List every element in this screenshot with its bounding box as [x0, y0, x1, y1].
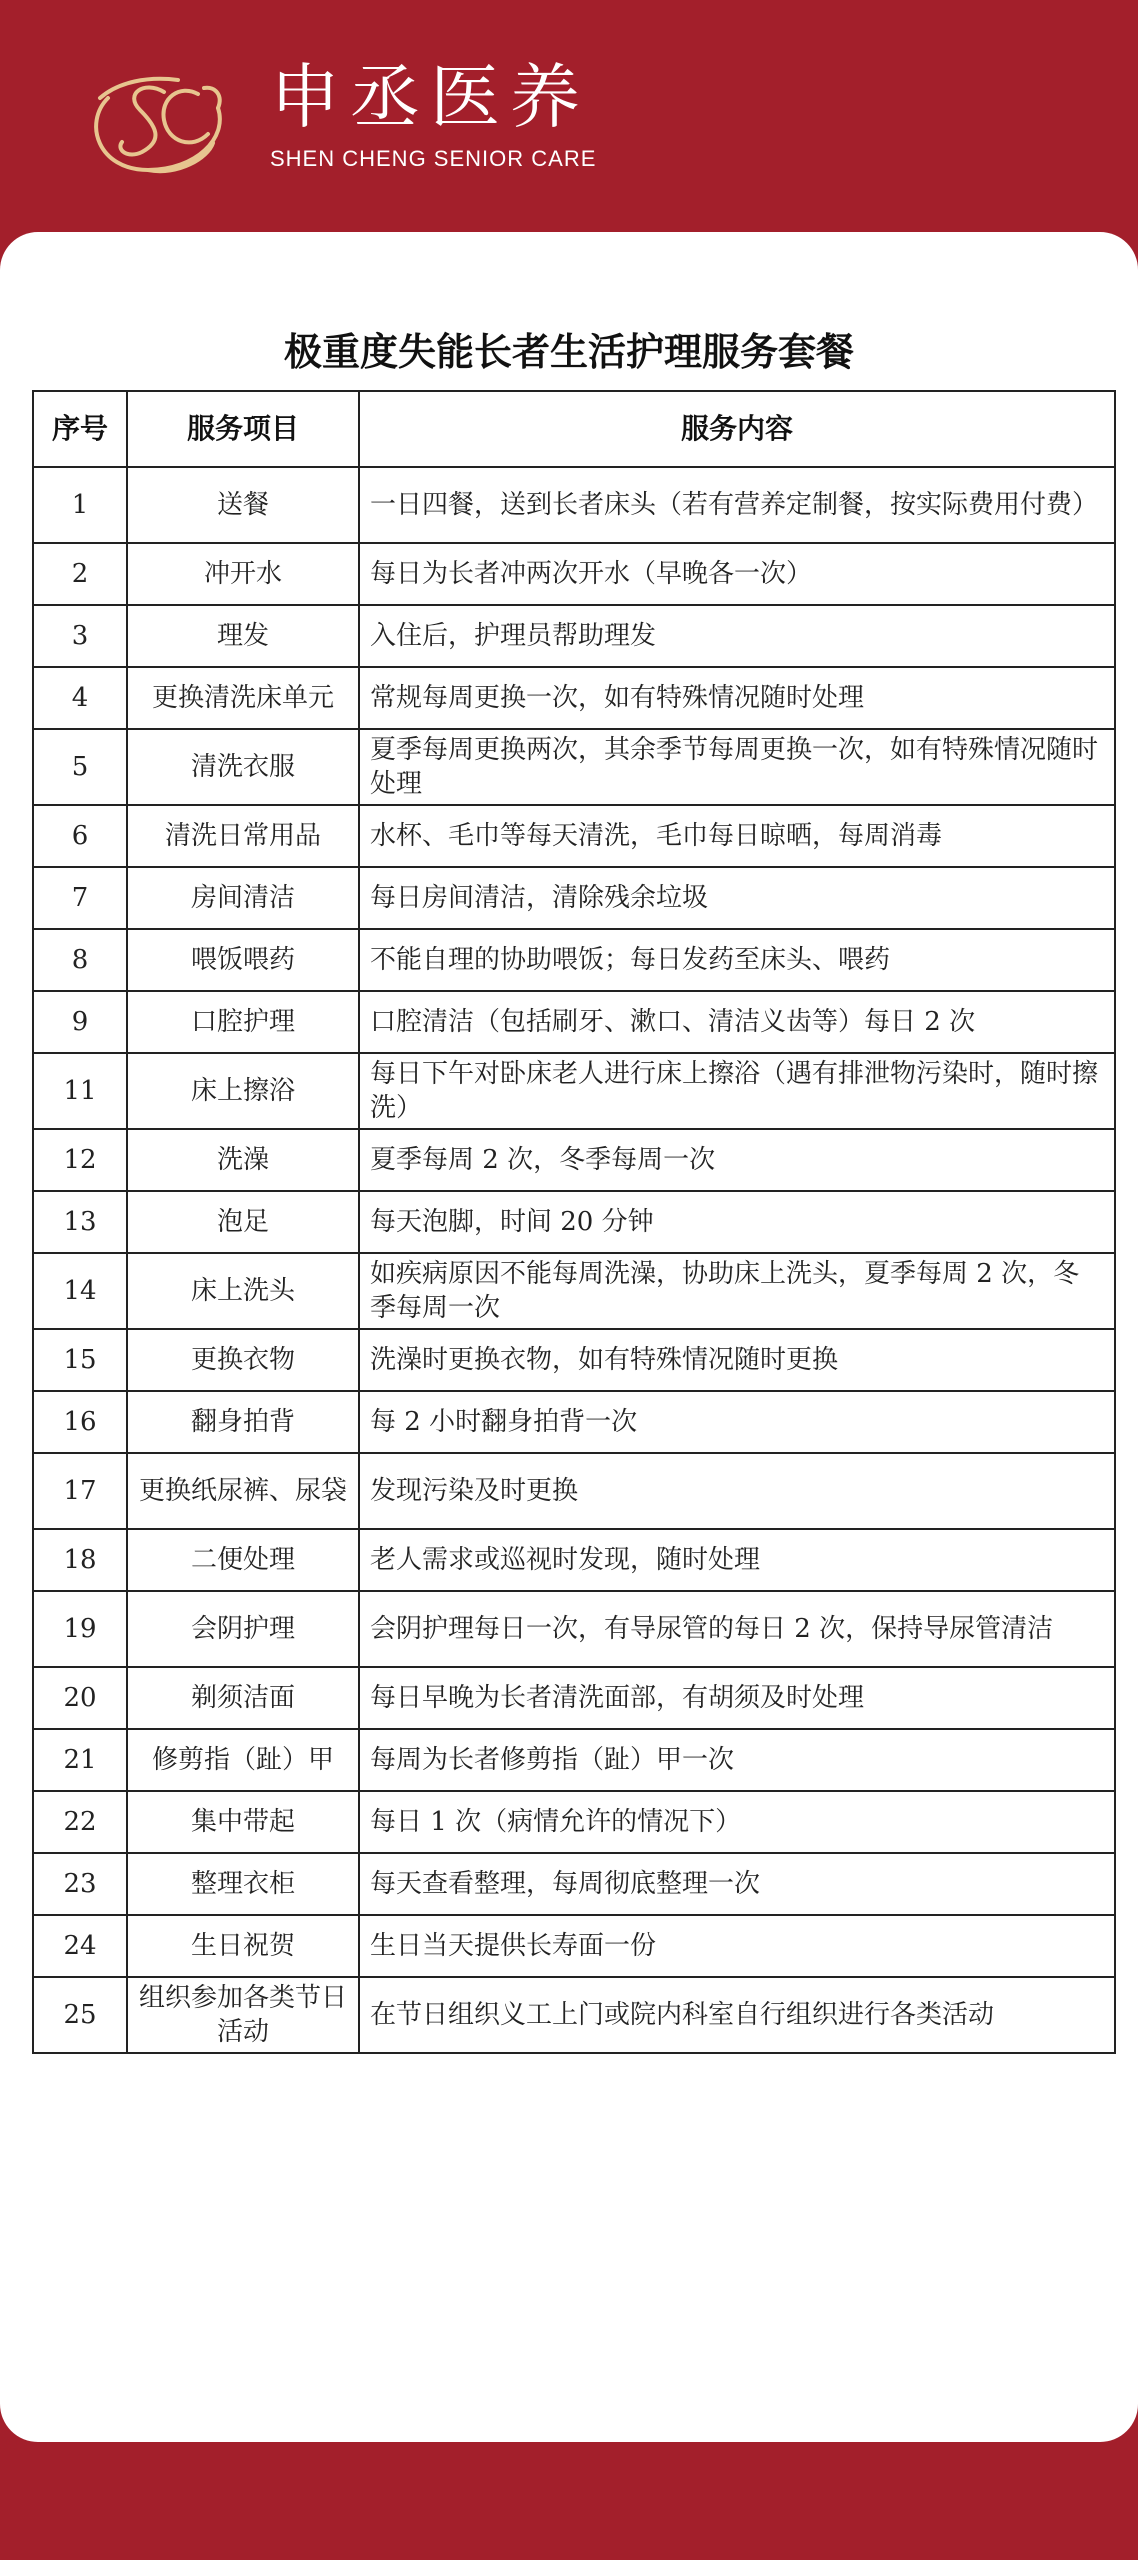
row-number: 9 — [33, 991, 127, 1053]
service-item: 整理衣柜 — [127, 1853, 359, 1915]
row-number: 11 — [33, 1053, 127, 1129]
table-row — [33, 991, 1115, 1053]
service-item: 更换纸尿裤、尿袋 — [127, 1453, 359, 1529]
service-item: 床上擦浴 — [127, 1053, 359, 1129]
row-number: 25 — [33, 1977, 127, 2053]
row-number: 3 — [33, 605, 127, 667]
table-row — [33, 667, 1115, 729]
service-content: 不能自理的协助喂饭；每日发药至床头、喂药 — [359, 929, 1115, 991]
service-content: 入住后，护理员帮助理发 — [359, 605, 1115, 667]
row-number: 1 — [33, 467, 127, 543]
service-item: 二便处理 — [127, 1529, 359, 1591]
row-number: 8 — [33, 929, 127, 991]
table-row — [33, 1853, 1115, 1915]
service-item: 泡足 — [127, 1191, 359, 1253]
brand-name-en: SHEN CHENG SENIOR CARE — [270, 146, 597, 171]
service-content: 每日为长者冲两次开水（早晚各一次） — [359, 543, 1115, 605]
service-content: 每 2 小时翻身拍背一次 — [359, 1391, 1115, 1453]
service-item: 清洗衣服 — [127, 729, 359, 805]
brand-name-cn: 申丞医养 — [270, 56, 590, 138]
row-number: 21 — [33, 1729, 127, 1791]
service-item: 翻身拍背 — [127, 1391, 359, 1453]
row-number: 2 — [33, 543, 127, 605]
service-item: 组织参加各类节日活动 — [127, 1977, 359, 2053]
service-item: 口腔护理 — [127, 991, 359, 1053]
service-content: 夏季每周 2 次，冬季每周一次 — [359, 1129, 1115, 1191]
service-item: 送餐 — [127, 467, 359, 543]
service-content: 生日当天提供长寿面一份 — [359, 1915, 1115, 1977]
row-number: 23 — [33, 1853, 127, 1915]
table-row — [33, 805, 1115, 867]
service-content: 每周为长者修剪指（趾）甲一次 — [359, 1729, 1115, 1791]
service-item: 床上洗头 — [127, 1253, 359, 1329]
row-number: 20 — [33, 1667, 127, 1729]
header-no: 序号 — [33, 391, 127, 467]
service-content: 每日 1 次（病情允许的情况下） — [359, 1791, 1115, 1853]
table-row — [33, 1129, 1115, 1191]
service-content: 在节日组织义工上门或院内科室自行组织进行各类活动 — [359, 1977, 1115, 2053]
service-item: 修剪指（趾）甲 — [127, 1729, 359, 1791]
service-content: 如疾病原因不能每周洗澡，协助床上洗头，夏季每周 2 次，冬季每周一次 — [359, 1253, 1115, 1329]
table-row — [33, 1453, 1115, 1529]
table-row — [33, 543, 1115, 605]
service-content: 每日下午对卧床老人进行床上擦浴（遇有排泄物污染时，随时擦洗） — [359, 1053, 1115, 1129]
service-content: 夏季每周更换两次，其余季节每周更换一次，如有特殊情况随时处理 — [359, 729, 1115, 805]
service-item: 理发 — [127, 605, 359, 667]
table-row — [33, 467, 1115, 543]
table-row — [33, 1329, 1115, 1391]
table-row — [33, 929, 1115, 991]
table-header-row — [33, 391, 1115, 467]
row-number: 22 — [33, 1791, 127, 1853]
table-row — [33, 1253, 1115, 1329]
table-row — [33, 1977, 1115, 2053]
row-number: 6 — [33, 805, 127, 867]
service-content: 发现污染及时更换 — [359, 1453, 1115, 1529]
service-content: 常规每周更换一次，如有特殊情况随时处理 — [359, 667, 1115, 729]
header-content: 服务内容 — [359, 391, 1115, 467]
row-number: 18 — [33, 1529, 127, 1591]
table-row — [33, 1591, 1115, 1667]
service-content: 老人需求或巡视时发现，随时处理 — [359, 1529, 1115, 1591]
service-content: 一日四餐，送到长者床头（若有营养定制餐，按实际费用付费） — [359, 467, 1115, 543]
row-number: 5 — [33, 729, 127, 805]
service-content: 口腔清洁（包括刷牙、漱口、清洁义齿等）每日 2 次 — [359, 991, 1115, 1053]
service-content: 洗澡时更换衣物，如有特殊情况随时更换 — [359, 1329, 1115, 1391]
table-row — [33, 867, 1115, 929]
service-content: 每日早晚为长者清洗面部，有胡须及时处理 — [359, 1667, 1115, 1729]
service-content: 每天查看整理，每周彻底整理一次 — [359, 1853, 1115, 1915]
row-number: 24 — [33, 1915, 127, 1977]
service-content: 每日房间清洁，清除残余垃圾 — [359, 867, 1115, 929]
row-number: 19 — [33, 1591, 127, 1667]
service-item: 会阴护理 — [127, 1591, 359, 1667]
row-number: 14 — [33, 1253, 127, 1329]
row-number: 15 — [33, 1329, 127, 1391]
table-row — [33, 605, 1115, 667]
table-row — [33, 729, 1115, 805]
table-row — [33, 1391, 1115, 1453]
page-title: 极重度失能长者生活护理服务套餐 — [283, 330, 854, 374]
service-item: 生日祝贺 — [127, 1915, 359, 1977]
service-item: 更换清洗床单元 — [127, 667, 359, 729]
header-banner — [0, 0, 1138, 240]
header-item: 服务项目 — [127, 391, 359, 467]
service-item: 房间清洁 — [127, 867, 359, 929]
table-row — [33, 1667, 1115, 1729]
row-number: 4 — [33, 667, 127, 729]
service-content: 水杯、毛巾等每天清洗，毛巾每日晾晒，每周消毒 — [359, 805, 1115, 867]
service-item: 更换衣物 — [127, 1329, 359, 1391]
service-item: 清洗日常用品 — [127, 805, 359, 867]
service-item: 集中带起 — [127, 1791, 359, 1853]
table-row — [33, 1729, 1115, 1791]
table-row — [33, 1791, 1115, 1853]
row-number: 13 — [33, 1191, 127, 1253]
row-number: 7 — [33, 867, 127, 929]
table-row — [33, 1053, 1115, 1129]
table-row — [33, 1529, 1115, 1591]
row-number: 16 — [33, 1391, 127, 1453]
service-item: 喂饭喂药 — [127, 929, 359, 991]
table-row — [33, 1915, 1115, 1977]
row-number: 12 — [33, 1129, 127, 1191]
table-row — [33, 1191, 1115, 1253]
service-item: 冲开水 — [127, 543, 359, 605]
service-content: 每天泡脚，时间 20 分钟 — [359, 1191, 1115, 1253]
service-content: 会阴护理每日一次，有导尿管的每日 2 次，保持导尿管清洁 — [359, 1591, 1115, 1667]
sc-monogram-logo-icon — [78, 58, 238, 188]
service-item: 剃须洁面 — [127, 1667, 359, 1729]
service-table — [32, 390, 1116, 2054]
service-item: 洗澡 — [127, 1129, 359, 1191]
row-number: 17 — [33, 1453, 127, 1529]
